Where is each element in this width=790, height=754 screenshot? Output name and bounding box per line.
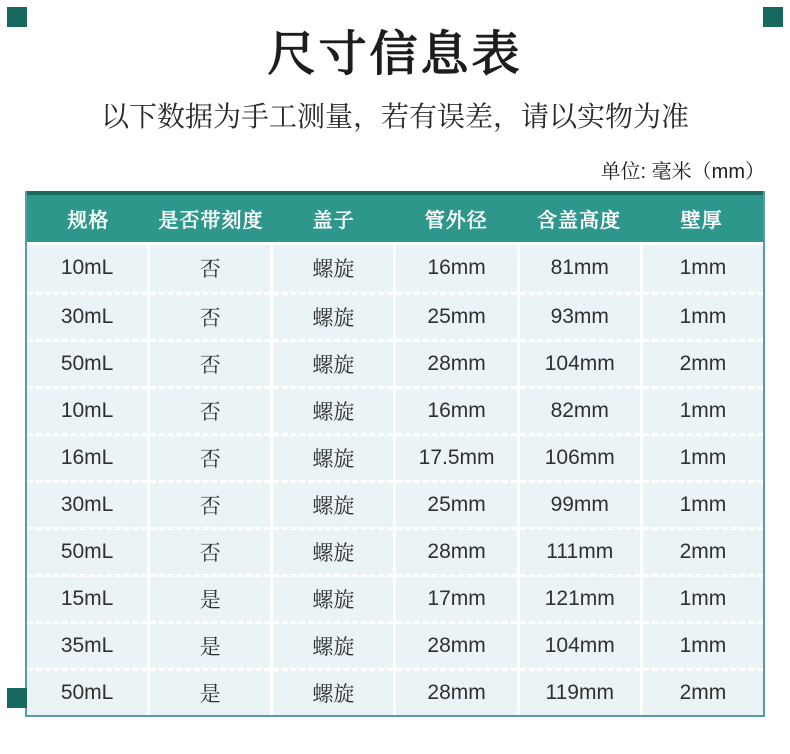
table-cell: 28mm — [396, 621, 516, 668]
table-cell: 50mL — [27, 527, 147, 574]
table-body — [27, 242, 763, 715]
table-cell: 28mm — [396, 527, 516, 574]
table-cell: 104mm — [520, 339, 640, 386]
table-cell: 16mm — [396, 245, 516, 292]
size-table — [25, 191, 765, 717]
table-cell: 17mm — [396, 574, 516, 621]
table-cell: 螺旋 — [273, 433, 393, 480]
table-cell: 106mm — [520, 433, 640, 480]
table-cell: 25mm — [396, 480, 516, 527]
header-cell: 是否带刻度 — [158, 209, 264, 232]
table-cell: 螺旋 — [273, 527, 393, 574]
table-cell: 10mL — [27, 245, 147, 292]
table-cell: 否 — [150, 339, 270, 386]
table-cell: 螺旋 — [273, 668, 393, 715]
table-cell: 1mm — [643, 292, 763, 339]
table-cell: 1mm — [643, 480, 763, 527]
table-cell: 35mL — [27, 621, 147, 668]
table-cell: 119mm — [520, 668, 640, 715]
corner-accent-top-right — [763, 7, 783, 27]
table-cell: 30mL — [27, 480, 147, 527]
table-cell: 93mm — [520, 292, 640, 339]
table-cell: 16mm — [396, 386, 516, 433]
table-cell: 50mL — [27, 668, 147, 715]
header-cell: 规格 — [67, 209, 110, 232]
table-cell: 50mL — [27, 339, 147, 386]
table-cell: 螺旋 — [273, 621, 393, 668]
page-title: 尺寸信息表 — [267, 28, 523, 81]
table-cell: 1mm — [643, 245, 763, 292]
table-cell: 81mm — [520, 245, 640, 292]
table-cell: 螺旋 — [273, 386, 393, 433]
table-cell: 17.5mm — [396, 433, 516, 480]
table-cell: 1mm — [643, 621, 763, 668]
header-cell: 壁厚 — [680, 209, 723, 232]
table-cell: 是 — [150, 621, 270, 668]
table-cell: 否 — [150, 527, 270, 574]
table-cell: 104mm — [520, 621, 640, 668]
unit-note: 单位: 毫米（mm） — [600, 160, 765, 183]
table-cell: 2mm — [643, 339, 763, 386]
table-cell: 10mL — [27, 386, 147, 433]
table-cell: 30mL — [27, 292, 147, 339]
table-cell: 否 — [150, 292, 270, 339]
table-header-row — [27, 195, 763, 242]
table-cell: 111mm — [520, 527, 640, 574]
table-cell: 螺旋 — [273, 480, 393, 527]
table-cell: 螺旋 — [273, 245, 393, 292]
table-cell: 82mm — [520, 386, 640, 433]
table-cell: 是 — [150, 668, 270, 715]
table-cell: 16mL — [27, 433, 147, 480]
table-cell: 螺旋 — [273, 574, 393, 621]
table-cell: 否 — [150, 386, 270, 433]
header-cell: 盖子 — [312, 209, 355, 232]
table-cell: 否 — [150, 480, 270, 527]
table-cell: 否 — [150, 245, 270, 292]
corner-accent-bottom-left — [7, 688, 27, 708]
table-cell: 99mm — [520, 480, 640, 527]
table-cell: 1mm — [643, 433, 763, 480]
header-cell: 管外径 — [424, 209, 488, 232]
table-cell: 2mm — [643, 668, 763, 715]
table-cell: 否 — [150, 433, 270, 480]
table-cell: 28mm — [396, 339, 516, 386]
table-cell: 1mm — [643, 386, 763, 433]
page-subtitle: 以下数据为手工测量，若有误差，请以实物为准 — [100, 100, 689, 132]
header-cell: 含盖高度 — [536, 209, 621, 232]
table-cell: 25mm — [396, 292, 516, 339]
table-cell: 121mm — [520, 574, 640, 621]
table-cell: 1mm — [643, 574, 763, 621]
table-cell: 螺旋 — [273, 339, 393, 386]
table-cell: 螺旋 — [273, 292, 393, 339]
table-cell: 15mL — [27, 574, 147, 621]
table-cell: 28mm — [396, 668, 516, 715]
table-cell: 2mm — [643, 527, 763, 574]
corner-accent-top-left — [7, 7, 27, 27]
table-cell: 是 — [150, 574, 270, 621]
